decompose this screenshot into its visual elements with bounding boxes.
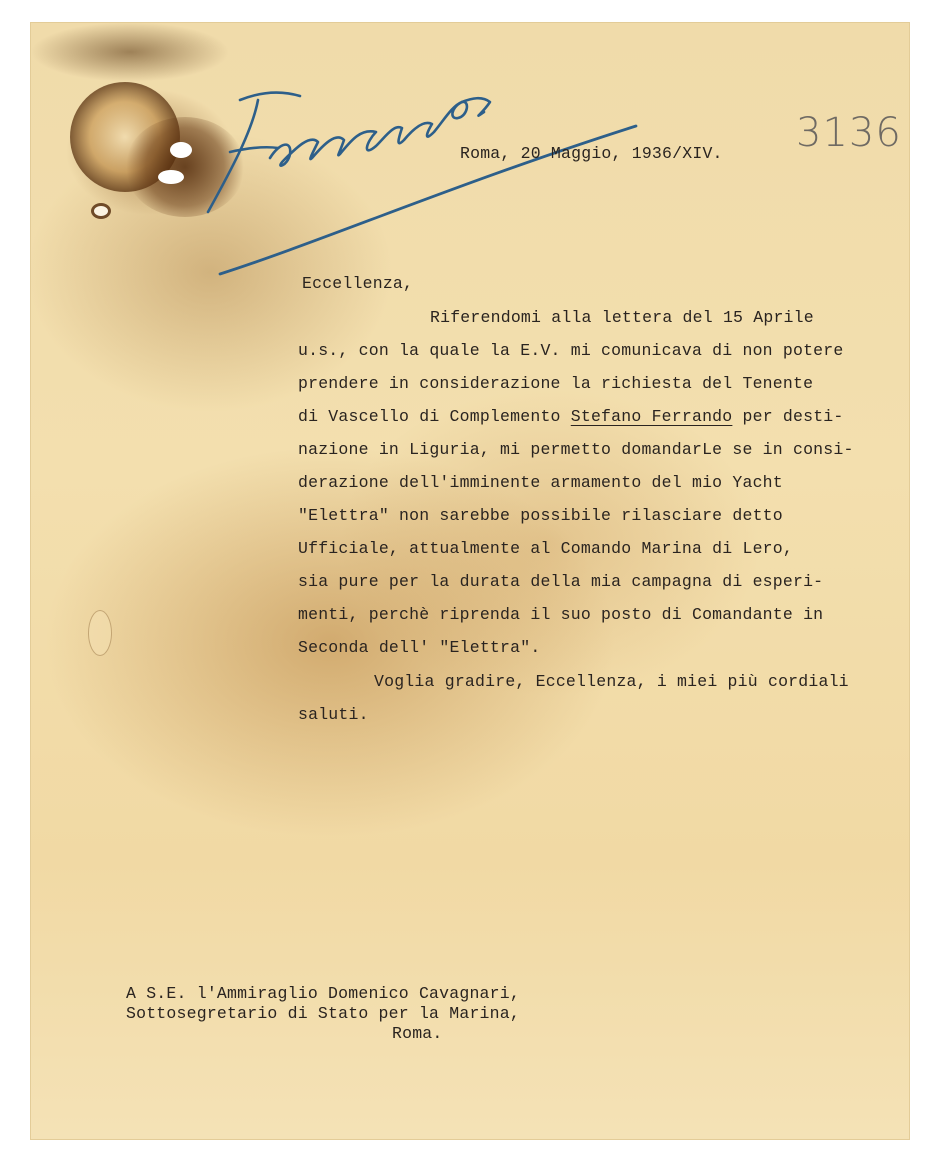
body-text: per desti- [732, 407, 844, 426]
burn-hole [170, 142, 192, 158]
body-line: nazione in Liguria, mi permetto domandarLe se in consi- [298, 440, 854, 459]
body-line: Ufficiale, attualmente al Comando Marina di Lero, [298, 539, 793, 558]
archive-number: 3136 [796, 110, 902, 156]
body-line: u.s., con la quale la E.V. mi comunicava di non potere [298, 341, 844, 360]
body-line: "Elettra" non sarebbe possibile rilasciare detto [298, 506, 783, 525]
burn-hole [94, 206, 108, 216]
body-line [298, 407, 844, 426]
address-line: Sottosegretario di Stato per la Marina, [126, 1004, 520, 1023]
body-text: di Vascello di Complemento [298, 407, 571, 426]
body-line: menti, perchè riprenda il suo posto di Comandante in [298, 605, 824, 624]
body-line: prendere in considerazione la richiesta del Tenente [298, 374, 814, 393]
burn-hole [158, 170, 184, 184]
closing-line: Voglia gradire, Eccellenza, i miei più cordiali [374, 672, 849, 691]
closing-line: saluti. [298, 705, 369, 724]
address-line: A S.E. l'Ammiraglio Domenico Cavagnari, [126, 984, 520, 1003]
body-line: Riferendomi alla lettera del 15 Aprile [430, 308, 814, 327]
body-line: Seconda dell' "Elettra". [298, 638, 541, 657]
punch-hole [88, 610, 112, 656]
letter-page [30, 22, 910, 1140]
address-line: Roma. [392, 1024, 443, 1043]
handwritten-name-ferrando [200, 62, 660, 282]
body-line: sia pure per la durata della mia campagna di esperi- [298, 572, 824, 591]
dateline: Roma, 20 Maggio, 1936/XIV. [460, 144, 723, 163]
name-underlined: Stefano Ferrando [570, 407, 733, 426]
body-line: derazione dell'imminente armamento del mio Yacht [298, 473, 783, 492]
salutation: Eccellenza, [302, 274, 414, 293]
